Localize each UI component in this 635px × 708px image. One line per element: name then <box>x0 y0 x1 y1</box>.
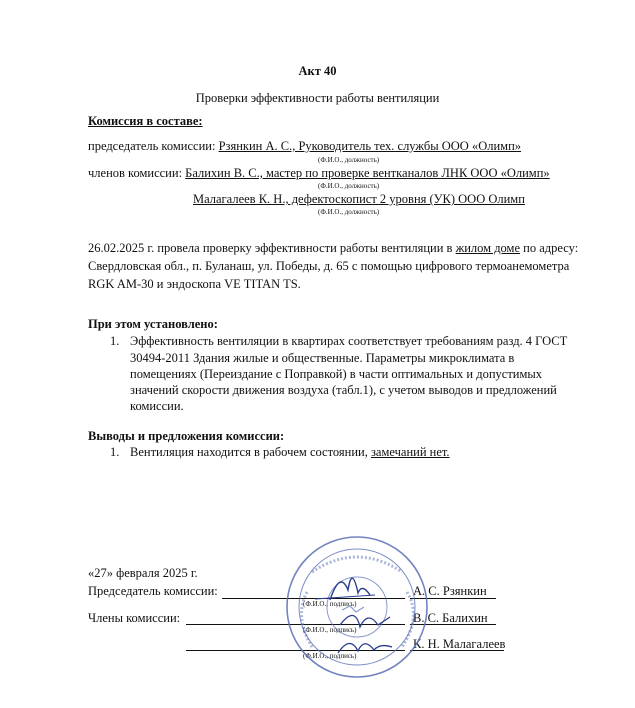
member1-sign-hint: (Ф.И.О., подпись) <box>303 626 357 634</box>
findings-line-5: комиссии. <box>130 399 184 413</box>
intro-link: жилом доме <box>455 241 521 255</box>
member2-sign-name: К. Н. Малагалеев <box>413 637 506 651</box>
intro-line-3: RGK AM-30 и эндоскопа VE TITAN TS. <box>88 277 301 291</box>
chair-value: Рзянкин А. С., Руководитель тех. службы ООО «Олимп» <box>218 139 522 153</box>
member2-sign-hint: (Ф.И.О., подпись) <box>303 652 357 660</box>
chair-hint: (Ф.И.О., должность) <box>318 156 380 164</box>
members-prefix: членов комиссии: <box>88 166 186 180</box>
findings-line-2: 30494-2011 Здания жилые и общественные. Параметры микроклимата в <box>130 351 515 365</box>
member1-line <box>88 166 550 181</box>
members-sign-label: Члены комиссии: <box>88 611 181 625</box>
conclusions-text-plain: Вентиляция находится в рабочем состоянии, <box>130 445 371 459</box>
handwritten-signatures <box>300 555 410 665</box>
chair-prefix: председатель комиссии: <box>88 139 219 153</box>
findings-line-1: Эффективность вентиляции в квартирах соответствует требованиям разд. 4 ГОСТ <box>130 334 568 348</box>
chair-sign-label: Председатель комиссии: <box>88 584 218 598</box>
findings-heading: При этом установлено: <box>88 317 218 331</box>
findings-line-3: помещениях (Переиздание с Поправкой) в части оптимальных и допустимых <box>130 367 543 381</box>
member1-value: Балихин В. С., мастер по проверке вентканалов ЛНК ООО «Олимп» <box>185 166 550 180</box>
act-subtitle: Проверки эффективности работы вентиляции <box>195 91 440 105</box>
intro-line-1 <box>88 241 578 256</box>
chair-sign-hint: (Ф.И.О., подпись) <box>303 600 357 608</box>
chair-line <box>88 139 521 154</box>
findings-line-4: значений скорости движения воздуха (табл.1), с учетом выводов и предложений <box>130 383 557 397</box>
conclusions-heading: Выводы и предложения комиссии: <box>88 429 285 443</box>
commission-heading: Комиссия в составе: <box>88 114 203 128</box>
member2-hint: (Ф.И.О., должность) <box>318 208 380 216</box>
conclusions-text <box>130 445 450 460</box>
findings-num: 1. <box>110 334 120 348</box>
conclusions-text-underlined: замечаний нет. <box>370 445 450 459</box>
intro-post: по адресу: <box>520 241 579 255</box>
intro-line-2: Свердловская обл., п. Буланаш, ул. Победы, д. 65 с помощью цифрового термоанемометра <box>88 259 570 273</box>
chair-sign-name: А. С. Рзянкин <box>413 584 487 598</box>
intro-pre: 26.02.2025 г. провела проверку эффективности работы вентиляции в <box>88 241 456 255</box>
act-title: Акт 40 <box>298 64 337 78</box>
conclusions-num: 1. <box>110 445 120 459</box>
sign-date: «27» февраля 2025 г. <box>88 566 198 580</box>
member2-value: Малагалеев К. Н., дефектоскопист 2 уровня (УК) ООО Олимп <box>193 192 525 206</box>
member1-sign-name: В. С. Балихин <box>413 611 488 625</box>
member1-hint: (Ф.И.О., должность) <box>318 182 380 190</box>
